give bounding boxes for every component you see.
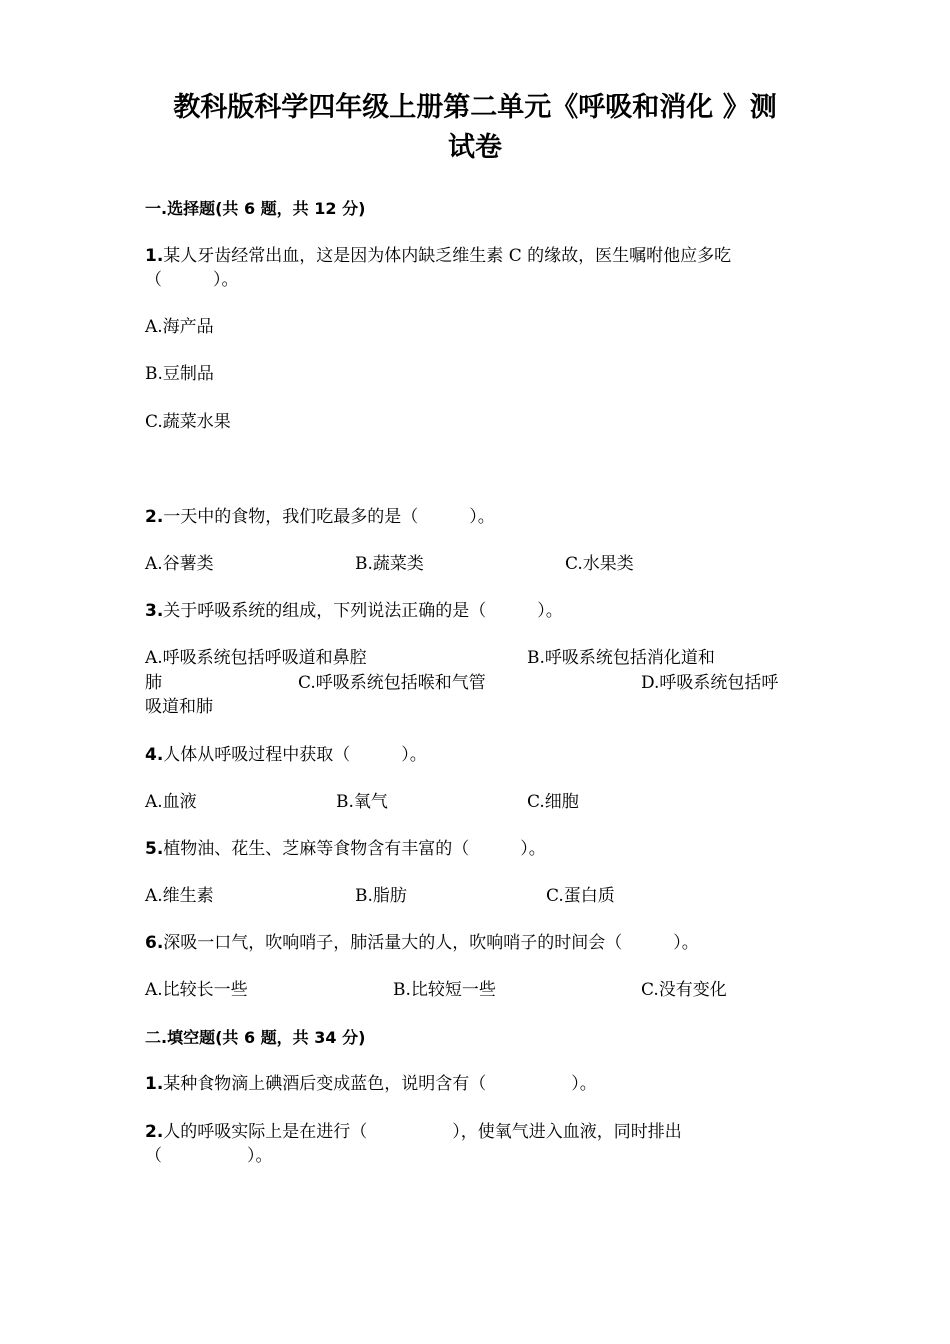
option-1b: B.豆制品 xyxy=(145,364,214,384)
question-2 xyxy=(145,505,495,529)
question-number: 6. xyxy=(145,933,164,953)
question-number: 3. xyxy=(145,601,164,621)
question-1 xyxy=(145,244,731,268)
option-3c: C.呼吸系统包括喉和气管 xyxy=(298,673,486,693)
option-4c: C.细胞 xyxy=(527,792,579,812)
option-2c: C.水果类 xyxy=(565,554,634,574)
question-number: 2. xyxy=(145,507,164,527)
title-line-1: 教科版科学四年级上册第二单元《呼吸和消化 》测 xyxy=(173,92,777,123)
question-text: 植物油、花生、芝麻等食物含有丰富的（ ）。 xyxy=(163,839,546,859)
fill-question-2 xyxy=(145,1120,682,1144)
question-4 xyxy=(145,743,427,767)
question-number: 5. xyxy=(145,839,164,859)
question-3 xyxy=(145,599,563,623)
option-4b: B.氧气 xyxy=(336,792,388,812)
question-text: 关于呼吸系统的组成，下列说法正确的是（ ）。 xyxy=(163,601,563,621)
question-text: 一天中的食物，我们吃最多的是（ ）。 xyxy=(163,507,495,527)
option-2a: A.谷薯类 xyxy=(145,554,214,574)
option-6a: A.比较长一些 xyxy=(145,980,248,1000)
option-3a: A.呼吸系统包括呼吸道和鼻腔 xyxy=(145,648,367,668)
question-1-continued: （ ）。 xyxy=(145,270,239,290)
fill-question-2-continued: （ ）。 xyxy=(145,1146,273,1166)
option-3b: B.呼吸系统包括消化道和 xyxy=(527,648,715,668)
option-6c: C.没有变化 xyxy=(641,980,727,1000)
option-3d: D.呼吸系统包括呼 xyxy=(641,673,779,693)
option-1a: A.海产品 xyxy=(145,317,214,337)
question-5 xyxy=(145,837,546,861)
option-5a: A.维生素 xyxy=(145,886,214,906)
question-number: 1. xyxy=(145,246,164,266)
option-6b: B.比较短一些 xyxy=(393,980,496,1000)
question-text: 人体从呼吸过程中获取（ ）。 xyxy=(163,745,427,765)
question-text: 人的呼吸实际上是在进行（ ），使氧气进入血液，同时排出 xyxy=(163,1122,682,1142)
option-4a: A.血液 xyxy=(145,792,197,812)
page-title xyxy=(140,88,810,168)
section-heading-fill-blank: 二.填空题(共 6 题，共 34 分) xyxy=(145,1028,366,1047)
question-6 xyxy=(145,931,699,955)
question-number: 1. xyxy=(145,1074,164,1094)
option-1c: C.蔬菜水果 xyxy=(145,412,231,432)
question-text: 深吸一口气，吹响哨子，肺活量大的人，吹响哨子的时间会（ ）。 xyxy=(163,933,699,953)
question-text: 某人牙齿经常出血，这是因为体内缺乏维生素 C 的缘故，医生嘱咐他应多吃 xyxy=(163,246,732,266)
option-3d-continued: 吸道和肺 xyxy=(145,697,213,717)
question-number: 4. xyxy=(145,745,164,765)
question-number: 2. xyxy=(145,1122,164,1142)
question-text: 某种食物滴上碘酒后变成蓝色，说明含有（ ）。 xyxy=(163,1074,597,1094)
option-3b-continued: 肺 xyxy=(145,673,162,693)
option-5c: C.蛋白质 xyxy=(546,886,615,906)
section-heading-choice: 一.选择题(共 6 题，共 12 分) xyxy=(145,199,366,218)
fill-question-1 xyxy=(145,1072,597,1096)
title-line-2: 试卷 xyxy=(448,132,502,163)
option-5b: B.脂肪 xyxy=(355,886,407,906)
option-2b: B.蔬菜类 xyxy=(355,554,424,574)
